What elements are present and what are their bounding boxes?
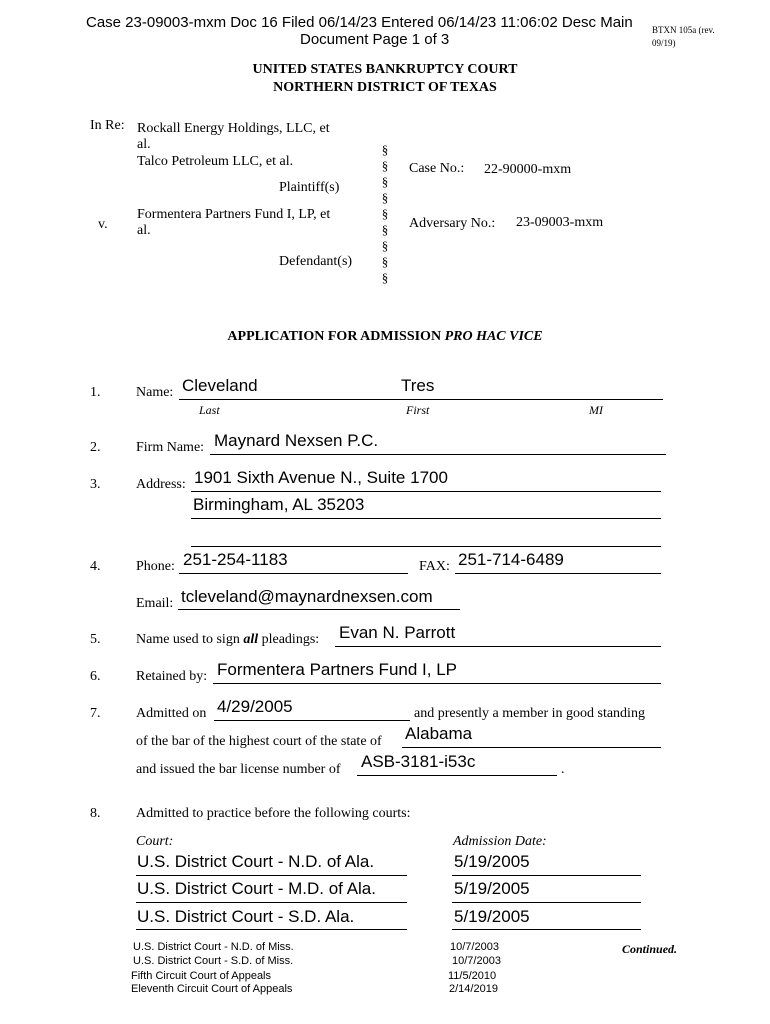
section-symbol: § [381,238,389,253]
admitted-label: Admitted on [136,706,207,721]
section-symbol: § [381,254,389,269]
sign-name-label: Name used to sign all pleadings: [136,632,320,647]
section-symbol: § [381,270,389,285]
court-district: NORTHERN DISTRICT OF TEXAS [273,80,497,95]
extra-court-date: 10/7/2003 [450,941,499,953]
name-last-value[interactable]: Cleveland [182,376,258,395]
firm-underline [210,454,666,455]
extra-court-name: U.S. District Court - S.D. of Miss. [133,955,294,967]
item-number: 4. [90,559,101,574]
court-column-header: Court: [136,834,174,849]
adversary-no-label: Adversary No.: [409,216,496,231]
name-underline [179,399,663,400]
case-no-label: Case No.: [409,161,465,176]
name-first-value[interactable]: Tres [401,376,435,395]
state-label: of the bar of the highest court of the state of [136,734,382,749]
section-symbol: § [381,158,389,173]
item-number: 5. [90,632,101,647]
admitted-date-underline [214,720,410,721]
case-no-value: 22-90000-mxm [484,162,572,177]
address-line2-value[interactable]: Birmingham, AL 35203 [193,495,365,514]
extra-court-date: 2/14/2019 [449,983,498,995]
form-id-line2: 09/19) [652,38,676,48]
address-underline-1 [191,491,661,492]
extra-court-date: 11/5/2010 [448,970,497,982]
section-symbol: § [381,190,389,205]
license-period: . [561,762,565,777]
debtor-line1: Rockall Energy Holdings, LLC, et [137,121,330,136]
email-label: Email: [136,596,174,611]
sign-name-underline [335,646,661,647]
court-row-name[interactable]: U.S. District Court - M.D. of Ala. [137,879,376,898]
email-value[interactable]: tcleveland@maynardnexsen.com [181,587,433,606]
date-row-underline [452,875,641,876]
debtor-line3: Talco Petroleum LLC, et al. [137,154,294,169]
firm-value[interactable]: Maynard Nexsen P.C. [214,431,379,450]
license-underline [357,775,557,776]
debtor-line2: al. [137,137,151,152]
license-label: and issued the bar license number of [136,762,341,777]
sign-name-value[interactable]: Evan N. Parrott [339,623,456,642]
phone-underline [179,573,408,574]
defendant-line1: Formentera Partners Fund I, LP, et [137,207,331,222]
firm-label: Firm Name: [136,440,205,455]
filing-header-line1: Case 23-09003-mxm Doc 16 Filed 06/14/23 Entered 06/14/23 11:06:02 Desc Main [86,14,633,31]
address-line1-value[interactable]: 1901 Sixth Avenue N., Suite 1700 [194,468,448,487]
date-row-underline [452,929,641,930]
item-number: 2. [90,440,101,455]
form-id-line1: BTXN 105a (rev. [652,25,715,35]
phone-label: Phone: [136,559,175,574]
mi-caption: MI [589,403,603,417]
pro-hac-vice-italic: PRO HAC VICE [444,329,543,344]
good-standing-label: and presently a member in good standing [414,706,645,721]
fax-underline [455,573,661,574]
versus-label: v. [98,217,108,232]
retained-underline [213,683,661,684]
retained-label: Retained by: [136,669,208,684]
extra-court-date: 10/7/2003 [452,955,501,967]
court-row-date[interactable]: 5/19/2005 [454,907,530,926]
section-symbol: § [381,222,389,237]
court-row-name[interactable]: U.S. District Court - N.D. of Ala. [137,852,375,871]
court-row-name[interactable]: U.S. District Court - S.D. Ala. [137,907,355,926]
state-underline [402,747,661,748]
extra-court-name: U.S. District Court - N.D. of Miss. [133,941,294,953]
defendant-label: Defendant(s) [279,254,353,269]
extra-court-name: Fifth Circuit Court of Appeals [131,970,272,982]
section-symbol: § [381,206,389,221]
first-caption: First [406,403,430,417]
address-underline-3 [191,546,661,547]
continued-label: Continued. [622,942,678,956]
section-symbol: § [381,174,389,189]
filing-header-line2: Document Page 1 of 3 [300,31,450,48]
court-row-date[interactable]: 5/19/2005 [454,852,530,871]
item-number: 1. [90,385,101,400]
admitted-date-value[interactable]: 4/29/2005 [217,697,293,716]
item-number: 8. [90,806,101,821]
last-caption: Last [199,403,220,417]
item-number: 6. [90,669,101,684]
section-symbol: § [381,142,389,157]
defendant-line2: al. [137,223,151,238]
item-number: 7. [90,706,101,721]
courts-label: Admitted to practice before the following courts: [136,806,411,821]
retained-value[interactable]: Formentera Partners Fund I, LP [217,660,457,679]
name-label: Name: [136,385,174,400]
fax-value[interactable]: 251-714-6489 [458,550,564,569]
in-re-label: In Re: [90,118,125,133]
date-row-underline [452,902,641,903]
address-label: Address: [136,477,186,492]
license-value[interactable]: ASB-3181-i53c [361,752,476,771]
date-column-header: Admission Date: [453,834,547,849]
court-row-underline [136,929,407,930]
application-title: APPLICATION FOR ADMISSION PRO HAC VICE [227,329,543,344]
court-row-underline [136,902,407,903]
address-underline-2 [191,518,661,519]
extra-court-name: Eleventh Circuit Court of Appeals [131,983,293,995]
court-row-underline [136,875,407,876]
court-row-date[interactable]: 5/19/2005 [454,879,530,898]
plaintiff-label: Plaintiff(s) [279,180,340,195]
state-value[interactable]: Alabama [405,724,473,743]
phone-value[interactable]: 251-254-1183 [183,550,288,569]
adversary-no-value: 23-09003-mxm [516,215,604,230]
court-name: UNITED STATES BANKRUPTCY COURT [252,62,518,77]
email-underline [178,609,460,610]
item-number: 3. [90,477,101,492]
fax-label: FAX: [419,559,450,574]
